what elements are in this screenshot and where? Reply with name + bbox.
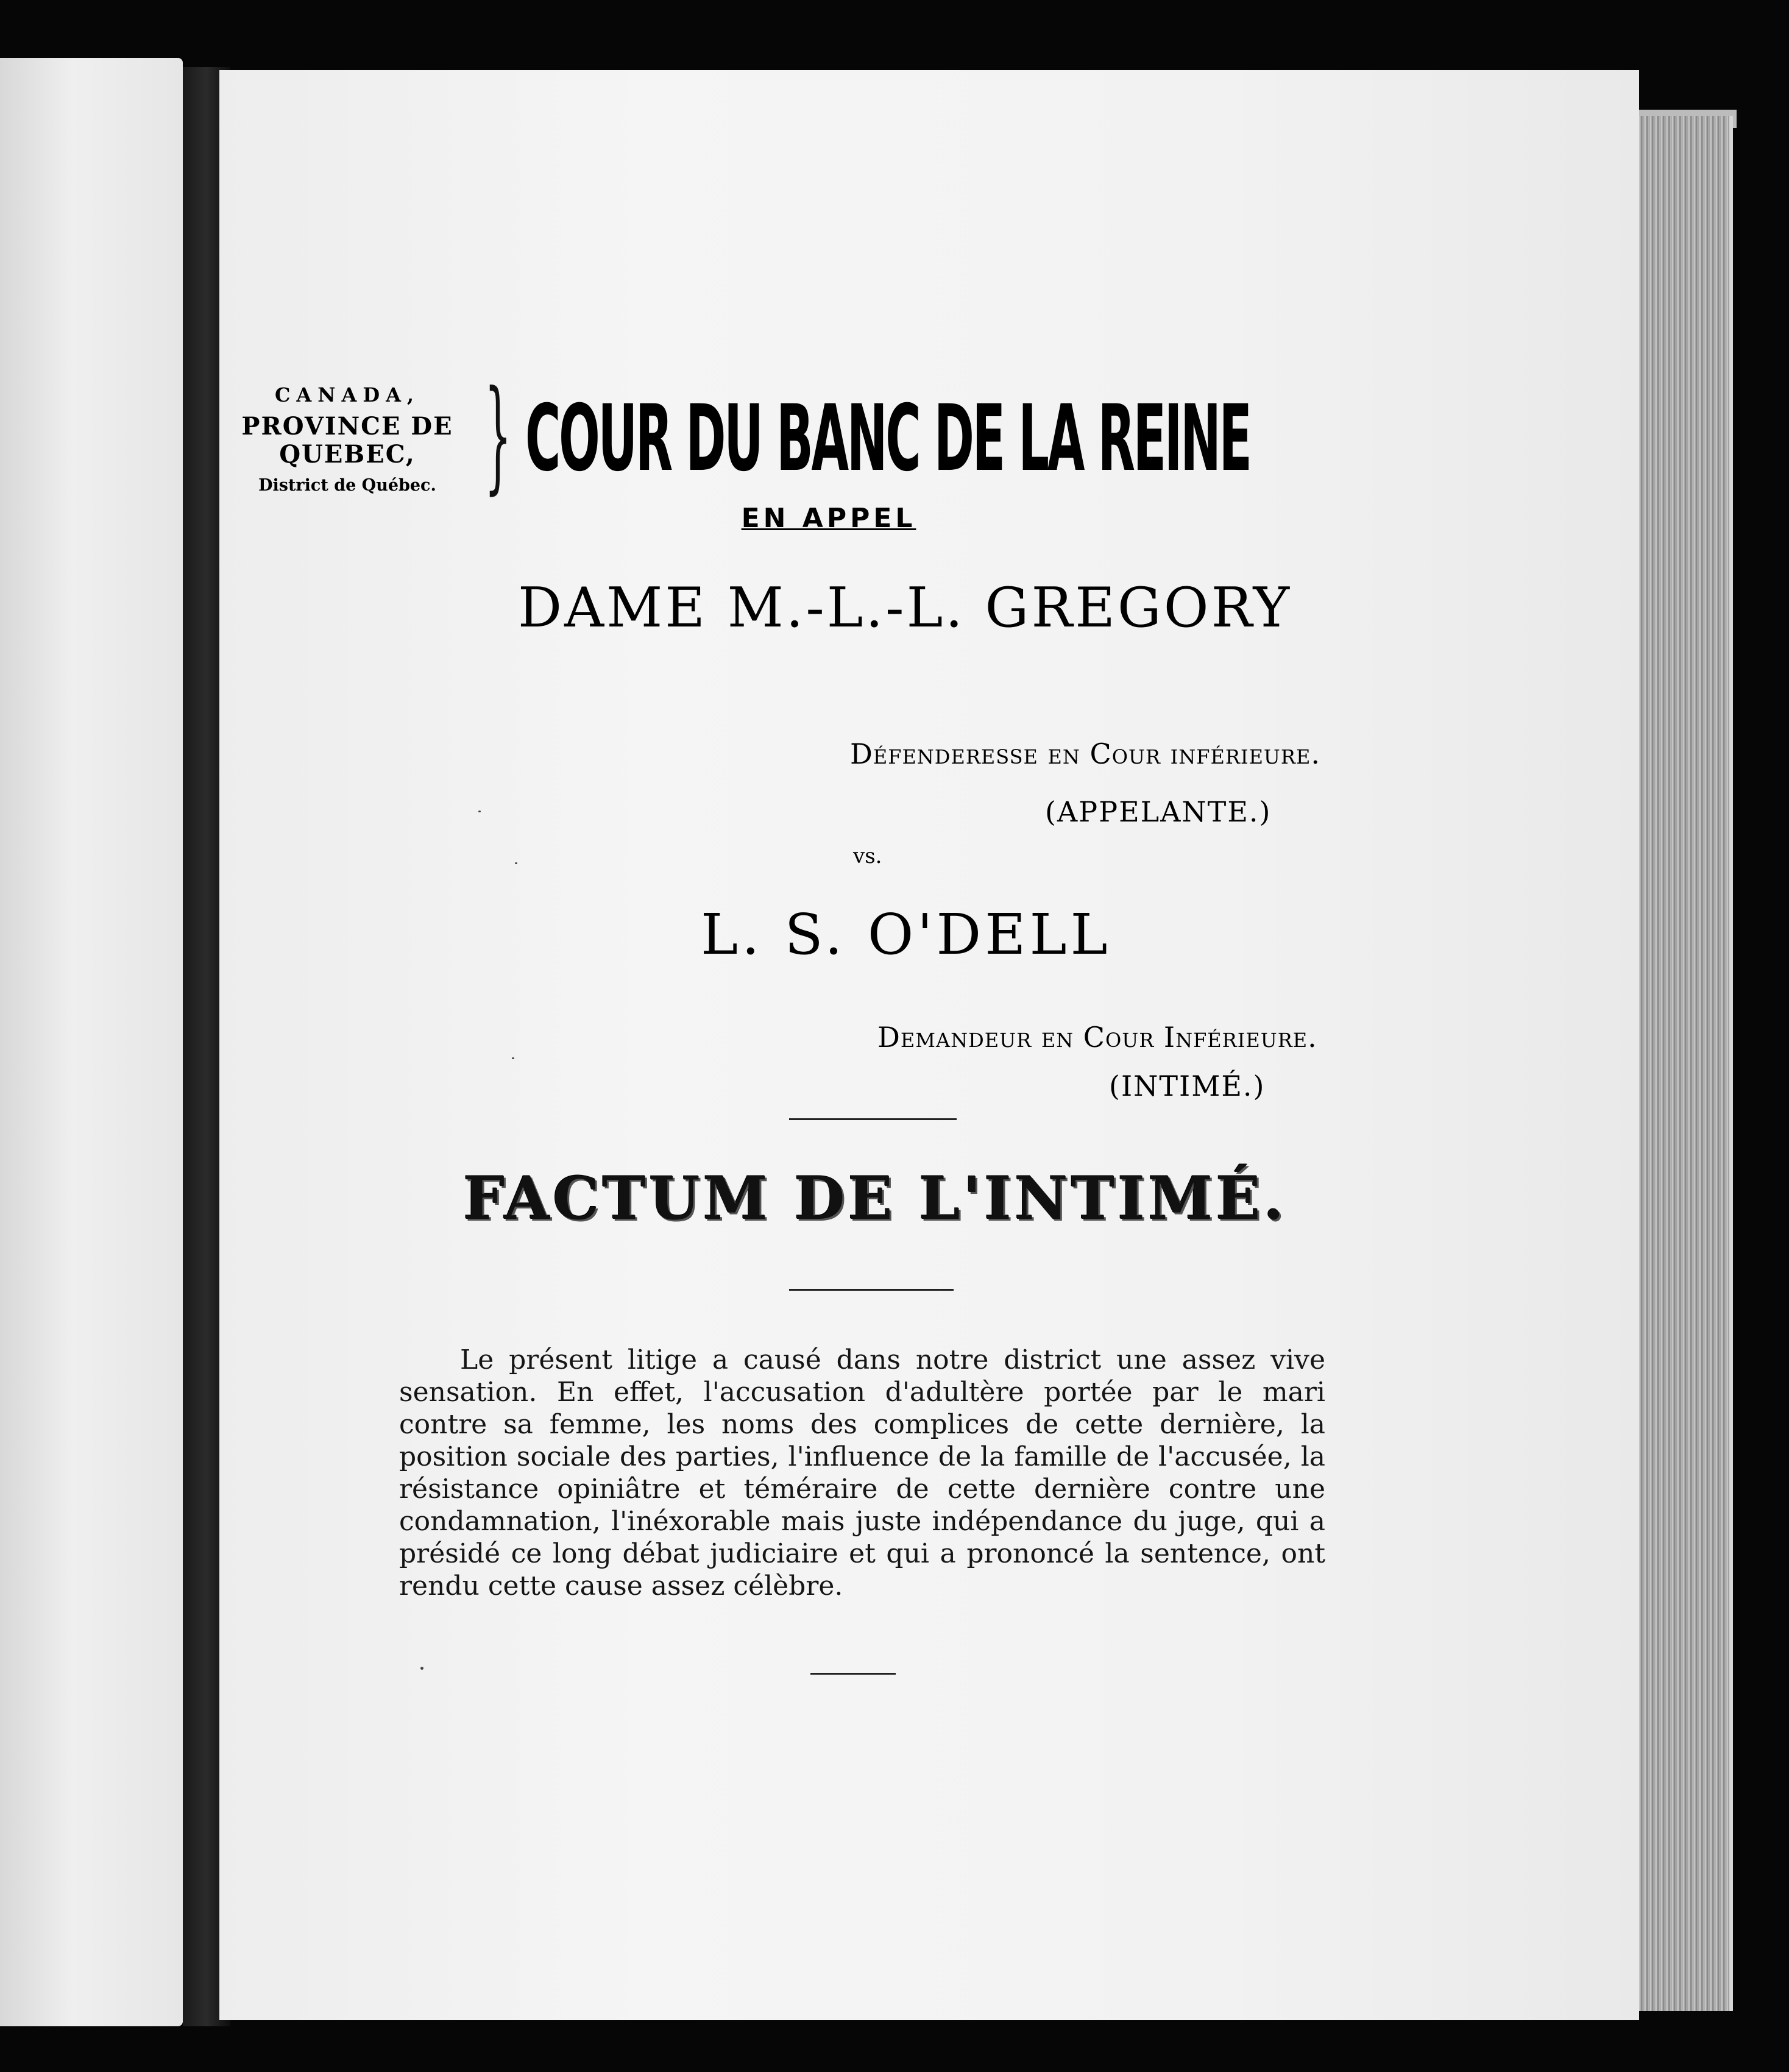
curly-brace: } (484, 364, 512, 506)
ink-speck (420, 1667, 423, 1670)
jurisdiction-country: CANADA, (274, 383, 420, 406)
appellant-status: (APPELANTE.) (1045, 795, 1272, 828)
separator-rule-3 (810, 1673, 896, 1675)
appellant-name: DAME M.-L.-L. GREGORY (518, 576, 1292, 640)
court-subtitle: EN APPEL (741, 503, 916, 534)
separator-rule-2 (789, 1289, 954, 1291)
ink-speck (515, 862, 517, 864)
versus-label: vs. (853, 844, 882, 868)
court-name: COUR DU BANC DE LA REINE (525, 386, 1250, 492)
jurisdiction-province: PROVINCE DE QUEBEC, (241, 411, 453, 469)
body-paragraph: Le présent litige a causé dans notre district une assez vive sensation. En effet, l'accusation d'adultère portée par le mari contre sa femme, les noms des complices de cette dernière, la position sociale des parties, l'influence de la famille de l'accusée, la résistance opiniâtre et téméraire de cette dernière contre une condamnation, l'inéxorable mais juste indépendance du juge, qui a présidé ce long débat judiciaire et qui a prononcé la sentence, ont rendu cette cause assez célèbre. (399, 1344, 1325, 1602)
document-title: FACTUM DE L'INTIMÉ. (463, 1164, 1287, 1233)
respondent-name: L. S. O'DELL (701, 902, 1111, 967)
page-stack-fore-edge (1638, 116, 1733, 2011)
respondent-role: Demandeur en Cour Inférieure. (877, 1021, 1317, 1054)
jurisdiction-block (219, 384, 475, 495)
appellant-role: Défenderesse en Cour inférieure. (850, 737, 1320, 770)
ink-speck (478, 811, 481, 812)
previous-page-edge (0, 58, 183, 2026)
ink-speck (512, 1057, 514, 1059)
jurisdiction-district: District de Québec. (258, 475, 436, 495)
separator-rule-1 (789, 1118, 957, 1120)
respondent-status: (INTIMÉ.) (1109, 1070, 1266, 1102)
